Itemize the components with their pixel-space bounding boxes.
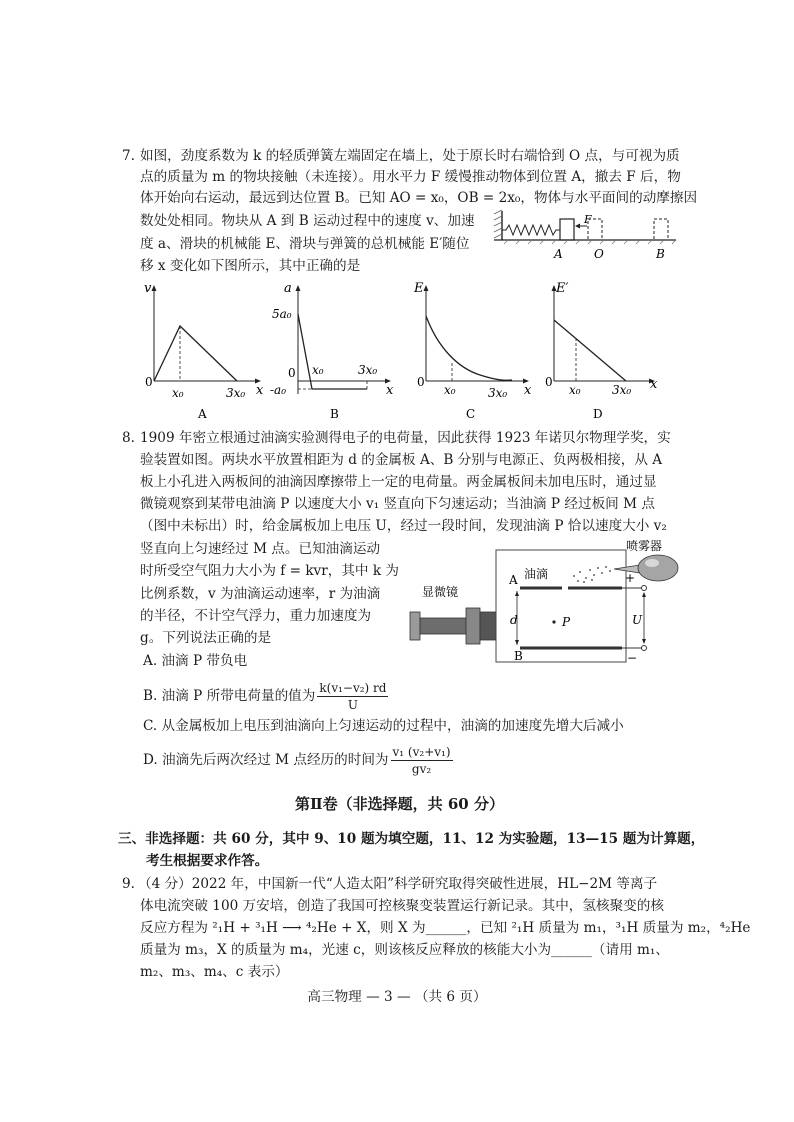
page-footer: 高三物理 — 3 — （共 6 页） bbox=[307, 989, 487, 1005]
spring-block-figure bbox=[490, 208, 680, 264]
graph-c-tick-x0: x₀ bbox=[444, 383, 456, 397]
graph-b-ytick-top: 5a₀ bbox=[272, 307, 292, 321]
q8-line-5: （图中未标出）时，给金属板加上电压 U，经过一段时间，发现油滴 P 恰以速度大小 v₂ bbox=[140, 518, 667, 534]
question-7-number: 7. bbox=[122, 148, 135, 164]
q9-line-2: 体电流突破 100 万安培，创造了我国可控核聚变装置运行新记录。其中，氢核聚变的核 bbox=[140, 898, 664, 914]
graph-d-origin: 0 bbox=[545, 375, 553, 389]
graph-a-tick-x0: x₀ bbox=[172, 386, 184, 400]
negative-terminal-label: − bbox=[627, 651, 638, 664]
q8-option-b-numerator: k(v₁−v₂) rd bbox=[319, 681, 387, 695]
graph-d-option: D bbox=[593, 407, 603, 421]
q8-option-b-text: B. 油滴 P 所带电荷量的值为 bbox=[143, 688, 316, 704]
graph-d-ylabel: E′ bbox=[556, 281, 569, 296]
graph-c-origin: 0 bbox=[417, 375, 425, 389]
q7-line-6: 移 x 变化如下图所示，其中正确的是 bbox=[140, 258, 361, 274]
plate-a-label: A bbox=[509, 573, 518, 587]
droplet-p-label: P bbox=[562, 615, 571, 629]
graph-c-ylabel: E bbox=[414, 281, 424, 296]
graph-b-curve bbox=[298, 314, 367, 389]
q8-line-3: 板上小孔进入两板间的油滴因摩擦带上一定的电荷量。两金属板间未加电压时，通过显 bbox=[140, 474, 657, 490]
q9-line-4: 质量为 m₃，X 的质量为 m₄，光速 c，则该核反应释放的核能大小为______（请用 m₁、 bbox=[140, 942, 669, 958]
q9-line-3: 反应方程为 ²₁H + ³₁H ⟶ ⁴₂He + X，则 X 为______，已知 ²₁H 质量为 m₁，³₁H 质量为 m₂，⁴₂He bbox=[140, 920, 751, 936]
graph-b-tick-x0: x₀ bbox=[312, 363, 324, 377]
graph-b-origin: 0 bbox=[288, 366, 296, 380]
section-three-heading: 三、非选择题：共 60 分，其中 9、10 题为填空题，11、12 为实验题，13—15 题为计算题， bbox=[118, 831, 705, 847]
graph-a-ylabel: v bbox=[144, 281, 152, 296]
positive-terminal-label: + bbox=[625, 571, 636, 585]
position-o-label: O bbox=[594, 247, 604, 261]
section-three-heading-cont: 考生根据要求作答。 bbox=[146, 853, 269, 869]
q8-option-d-denominator: gv₂ bbox=[411, 762, 432, 776]
graph-a-option: A bbox=[198, 407, 207, 421]
graph-a-origin: 0 bbox=[145, 375, 153, 389]
graph-c-curve bbox=[426, 316, 512, 380]
position-b-label: B bbox=[656, 247, 665, 261]
question-9-number: 9. bbox=[122, 876, 135, 892]
graph-d-tick-x0: x₀ bbox=[569, 383, 581, 397]
graph-c-xlabel: x bbox=[524, 383, 532, 398]
part-two-title: 第Ⅱ卷（非选择题，共 60 分） bbox=[295, 795, 504, 813]
q8-option-d-numerator: v₁ (v₂+v₁) bbox=[392, 745, 451, 759]
q8-option-a: A. 油滴 P 带负电 bbox=[143, 653, 248, 669]
q9-line-5: m₂、m₃、m₄、c 表示） bbox=[140, 964, 289, 980]
graph-a-curve bbox=[154, 326, 237, 381]
graph-c-option: C bbox=[466, 407, 476, 421]
q7-line-5: 度 a、滑块的机械能 E、滑块与弹簧的总机械能 E′随位 bbox=[140, 236, 470, 252]
graph-b-option: B bbox=[330, 407, 339, 421]
q8-line-10: g。下列说法正确的是 bbox=[140, 630, 272, 646]
q8-line-7: 时所受空气阻力大小为 f = kvr，其中 k 为 bbox=[140, 563, 399, 579]
question-8-number: 8. bbox=[122, 430, 135, 446]
sprayer-label: 喷雾器 bbox=[626, 539, 663, 553]
graph-d-curve bbox=[554, 320, 626, 381]
q7-line-3: 体开始向右运动，最远到达位置 B。已知 AO = x₀，OB = 2x₀，物体与水平面间的动摩擦因 bbox=[140, 190, 698, 206]
plate-b-label: B bbox=[514, 649, 523, 663]
distance-d-label: d bbox=[510, 613, 518, 627]
q8-line-8: 比例系数，v 为油滴运动速率，r 为油滴 bbox=[140, 586, 381, 602]
graph-b-tick-3x0: 3x₀ bbox=[358, 363, 378, 377]
q8-option-b-fraction bbox=[317, 680, 388, 713]
q7-line-4: 数处处相同。物块从 A 到 B 运动过程中的速度 v、加速 bbox=[140, 213, 475, 229]
graph-b-ytick-neg: -a₀ bbox=[270, 383, 287, 397]
graph-a bbox=[140, 276, 270, 422]
graph-d-xlabel: x bbox=[650, 377, 658, 392]
q8-option-b-denominator: U bbox=[347, 698, 358, 712]
q8-option-b bbox=[143, 678, 388, 714]
q8-line-4: 微镜观察到某带电油滴 P 以速度大小 v₁ 竖直向下匀速运动；当油滴 P 经过板间 M 点 bbox=[140, 496, 655, 512]
graph-b bbox=[270, 276, 400, 422]
graph-c-tick-3x0: 3x₀ bbox=[488, 386, 508, 400]
q8-line-9: 的半径，不计空气浮力，重力加速度为 bbox=[140, 608, 372, 624]
graph-d bbox=[540, 276, 670, 422]
q7-line-2: 点的质量为 m 的物块接触（未连接）。用水平力 F 缓慢推动物体到位置 A，撤去 F 后，物 bbox=[140, 169, 681, 185]
graph-d-tick-3x0: 3x₀ bbox=[612, 383, 632, 397]
q8-option-d-fraction bbox=[391, 744, 453, 777]
q8-option-c: C. 从金属板加上电压到油滴向上匀速运动的过程中，油滴的加速度先增大后减小 bbox=[143, 718, 624, 734]
graph-a-tick-3x0: 3x₀ bbox=[226, 386, 246, 400]
force-label: F bbox=[584, 213, 592, 226]
microscope-label: 显微镜 bbox=[422, 585, 459, 599]
q9-line-1: （4 分）2022 年，中国新一代“人造太阳”科学研究取得突破性进展，HL−2M 等离子 bbox=[138, 876, 658, 892]
millikan-apparatus-figure bbox=[404, 538, 686, 664]
q8-line-1: 1909 年密立根通过油滴实验测得电子的电荷量，因此获得 1923 年诺贝尔物理学奖，实 bbox=[140, 430, 671, 446]
voltage-u-label: U bbox=[632, 613, 643, 627]
graph-b-xlabel: x bbox=[386, 383, 394, 398]
graph-b-ylabel: a bbox=[284, 281, 292, 296]
q8-line-6: 竖直向上匀速经过 M 点。已知油滴运动 bbox=[140, 541, 381, 557]
position-a-label: A bbox=[554, 247, 563, 261]
q8-option-d-text: D. 油滴先后两次经过 M 点经历的时间为 bbox=[143, 752, 389, 768]
graph-c bbox=[408, 276, 538, 422]
q7-line-1: 如图，劲度系数为 k 的轻质弹簧左端固定在墙上，处于原长时右端恰到 O 点，与可视为质 bbox=[140, 148, 680, 164]
q8-option-d bbox=[143, 742, 453, 778]
graph-a-xlabel: x bbox=[256, 383, 264, 398]
oil-drop-label: 油滴 bbox=[524, 567, 549, 581]
q8-line-2: 验装置如图。两块水平放置相距为 d 的金属板 A、B 分别与电源正、负两极相接，从 A bbox=[140, 452, 663, 468]
